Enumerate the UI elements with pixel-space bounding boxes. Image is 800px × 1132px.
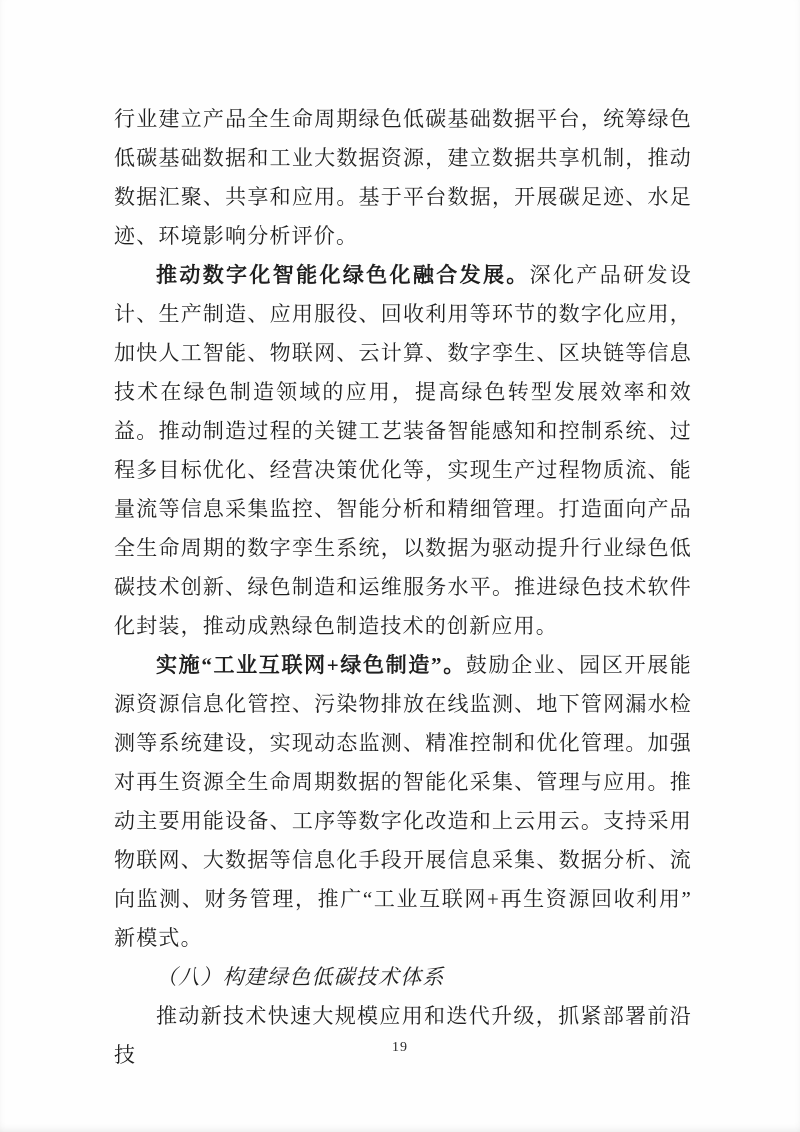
- paragraph-text: 行业建立产品全生命周期绿色低碳基础数据平台，统筹绿色低碳基础数据和工业大数据资源，建立数据共享机制，推动数据汇聚、共享和应用。基于平台数据，开展碳足迹、水足迹、环境影响分析评价。: [114, 107, 692, 248]
- paragraph-digital-intelligent-green: [114, 256, 692, 646]
- paragraph-text: 鼓励企业、园区开展能源资源信息化管控、污染物排放在线监测、地下管网漏水检测等系统建设，实现动态监测、精准控制和优化管理。加强对再生资源全生命周期数据的智能化采集、管理与应用。推动主要用能设备、工序等数字化改造和上云用云。支持采用物联网、大数据等信息化手段开展信息采集、数据分析、流向监测、财务管理，推广“工业互联网+再生资源回收利用”新模式。: [114, 653, 693, 950]
- paragraph-continuation: [114, 100, 692, 256]
- paragraph-lead-bold: 实施“工业互联网+绿色制造”。: [156, 653, 466, 677]
- section-heading-8: [114, 958, 692, 997]
- paragraph-new-technology: [114, 997, 692, 1075]
- paragraph-industrial-internet-green-manufacturing: [114, 646, 692, 958]
- paragraph-lead-bold: 推动数字化智能化绿色化融合发展。: [156, 263, 530, 287]
- section-heading-text: （八）构建绿色低碳技术体系: [156, 965, 445, 989]
- page-number: 19: [392, 1040, 408, 1055]
- paragraph-text: 推动新技术快速大规模应用和迭代升级，抓紧部署前沿技: [114, 1004, 692, 1067]
- document-body: [114, 100, 692, 1075]
- paragraph-text: 深化产品研发设计、生产制造、应用服役、回收利用等环节的数字化应用，加快人工智能、物联网、云计算、数字孪生、区块链等信息技术在绿色制造领域的应用，提高绿色转型发展效率和效益。推动制造过程的关键工艺装备智能感知和控制系统、过程多目标优化、经营决策优化等，实现生产过程物质流、能量流等信息采集监控、智能分析和精细管理。打造面向产品全生命周期的数字孪生系统，以数据为驱动提升行业绿色低碳技术创新、绿色制造和运维服务水平。推进绿色技术软件化封装，推动成熟绿色制造技术的创新应用。: [114, 263, 692, 638]
